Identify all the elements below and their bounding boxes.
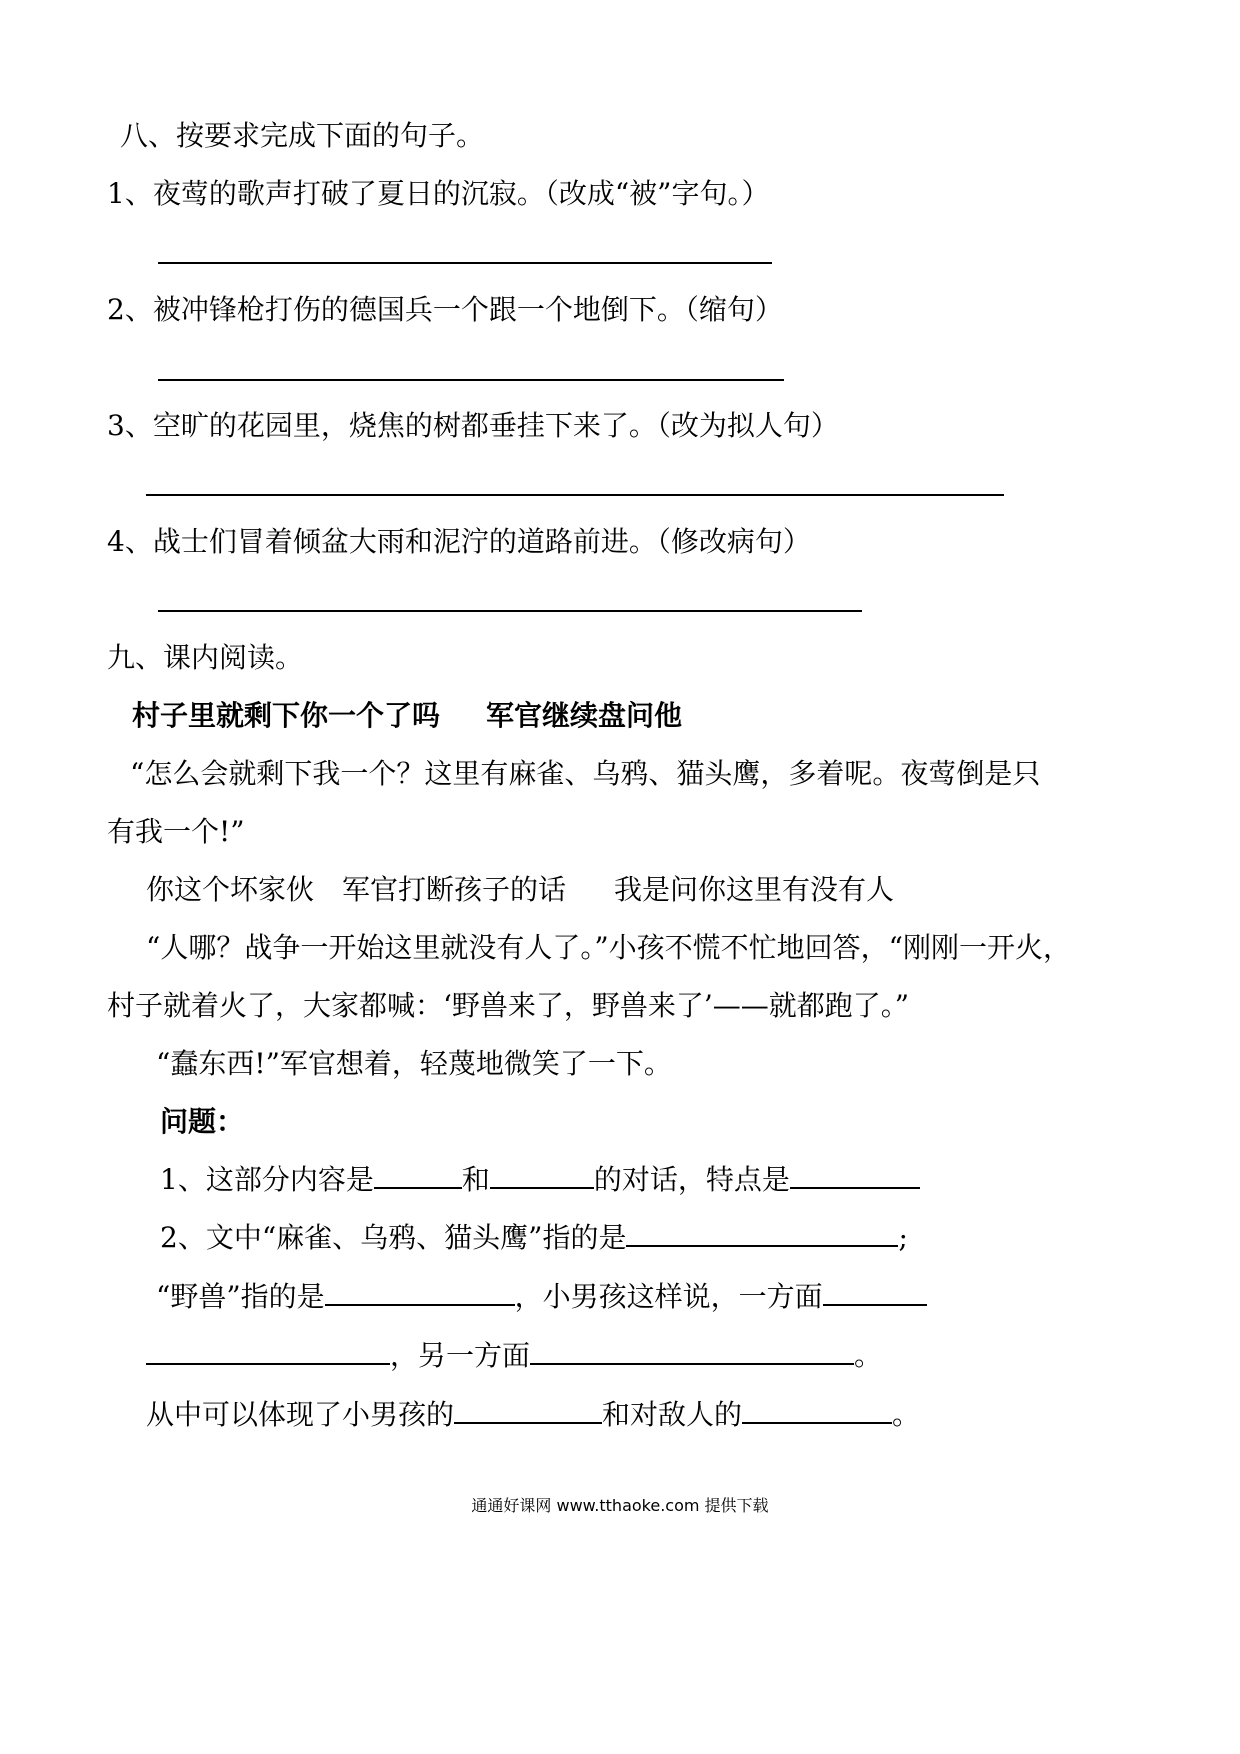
passage-line-4a: 你这个坏家伙	[146, 873, 315, 906]
q2-text-b: ;	[898, 1221, 908, 1254]
q1-blank-2[interactable]	[490, 1163, 594, 1189]
q1-blank-1[interactable]	[374, 1163, 462, 1189]
passage-line-2: “怎么会就剩下我一个？这里有麻雀、乌鸦、猫头鹰，多着呢。夜莺倒是只	[130, 757, 1041, 790]
passage-line-4c: 我是问你这里有没有人	[614, 873, 895, 906]
section8-title: 八、按要求完成下面的句子。	[120, 119, 485, 152]
q2-blank-5[interactable]	[530, 1339, 854, 1365]
q2-text-e: ，另一方面	[390, 1339, 531, 1372]
page-footer: 通通好课网 www.tthaoke.com 提供下载	[471, 1496, 769, 1515]
reading-question-2	[160, 1220, 908, 1256]
q3-text-c: 。	[892, 1398, 921, 1431]
questions-label: 问题：	[160, 1105, 245, 1138]
q2-text-a: 2、文中“麻雀、乌鸦、猫头鹰”指的是	[160, 1221, 627, 1254]
answer-line-3[interactable]	[146, 494, 1004, 496]
q3-text-a: 从中可以体现了小男孩的	[146, 1398, 455, 1431]
reading-question-3	[146, 1397, 920, 1433]
q3-blank-2[interactable]	[742, 1398, 892, 1424]
q2-blank-2[interactable]	[325, 1280, 515, 1306]
passage-line-4b: 军官打断孩子的话	[342, 873, 567, 906]
q1-text-a: 1、这部分内容是	[160, 1163, 374, 1196]
question-2: 2、被冲锋枪打伤的德国兵一个跟一个地倒下。（缩句）	[107, 293, 783, 326]
reading-question-2-line-3	[146, 1338, 882, 1374]
answer-line-4[interactable]	[158, 610, 862, 612]
q2-text-d: ，小男孩这样说，一方面	[514, 1280, 823, 1313]
passage-line-1a: 村子里就剩下你一个了吗	[132, 699, 441, 732]
section9-title: 九、课内阅读。	[107, 641, 304, 674]
q2-text-f: 。	[854, 1339, 883, 1372]
question-3: 3、空旷的花园里，烧焦的树都垂挂下来了。（改为拟人句）	[107, 409, 839, 442]
passage-line-3: 有我一个!”	[107, 815, 245, 848]
q2-text-c: “野兽”指的是	[156, 1280, 325, 1313]
q2-blank-4[interactable]	[146, 1339, 390, 1365]
answer-line-2[interactable]	[158, 379, 784, 381]
q1-text-c: 的对话，特点是	[593, 1163, 790, 1196]
passage-line-7: “蠢东西!”军官想着，轻蔑地微笑了一下。	[156, 1047, 672, 1080]
q3-blank-1[interactable]	[454, 1398, 602, 1424]
q1-blank-3[interactable]	[790, 1163, 920, 1189]
answer-line-1[interactable]	[158, 262, 772, 264]
q3-text-b: 和对敌人的	[602, 1398, 743, 1431]
passage-line-5: “人哪？战争一开始这里就没有人了。”小孩不慌不忙地回答，“刚刚一开火，	[146, 931, 1071, 964]
passage-line-1b: 军官继续盘问他	[486, 699, 683, 732]
q2-blank-3[interactable]	[823, 1280, 927, 1306]
question-1: 1、夜莺的歌声打破了夏日的沉寂。（改成“被”字句。）	[107, 177, 770, 210]
reading-question-2-line-2	[156, 1279, 927, 1315]
reading-question-1	[160, 1162, 920, 1198]
passage-line-6: 村子就着火了，大家都喊：‘野兽来了，野兽来了’——就都跑了。”	[107, 989, 910, 1022]
question-4: 4、战士们冒着倾盆大雨和泥泞的道路前进。（修改病句）	[107, 525, 811, 558]
q2-blank-1[interactable]	[626, 1221, 898, 1247]
q1-text-b: 和	[461, 1163, 490, 1196]
